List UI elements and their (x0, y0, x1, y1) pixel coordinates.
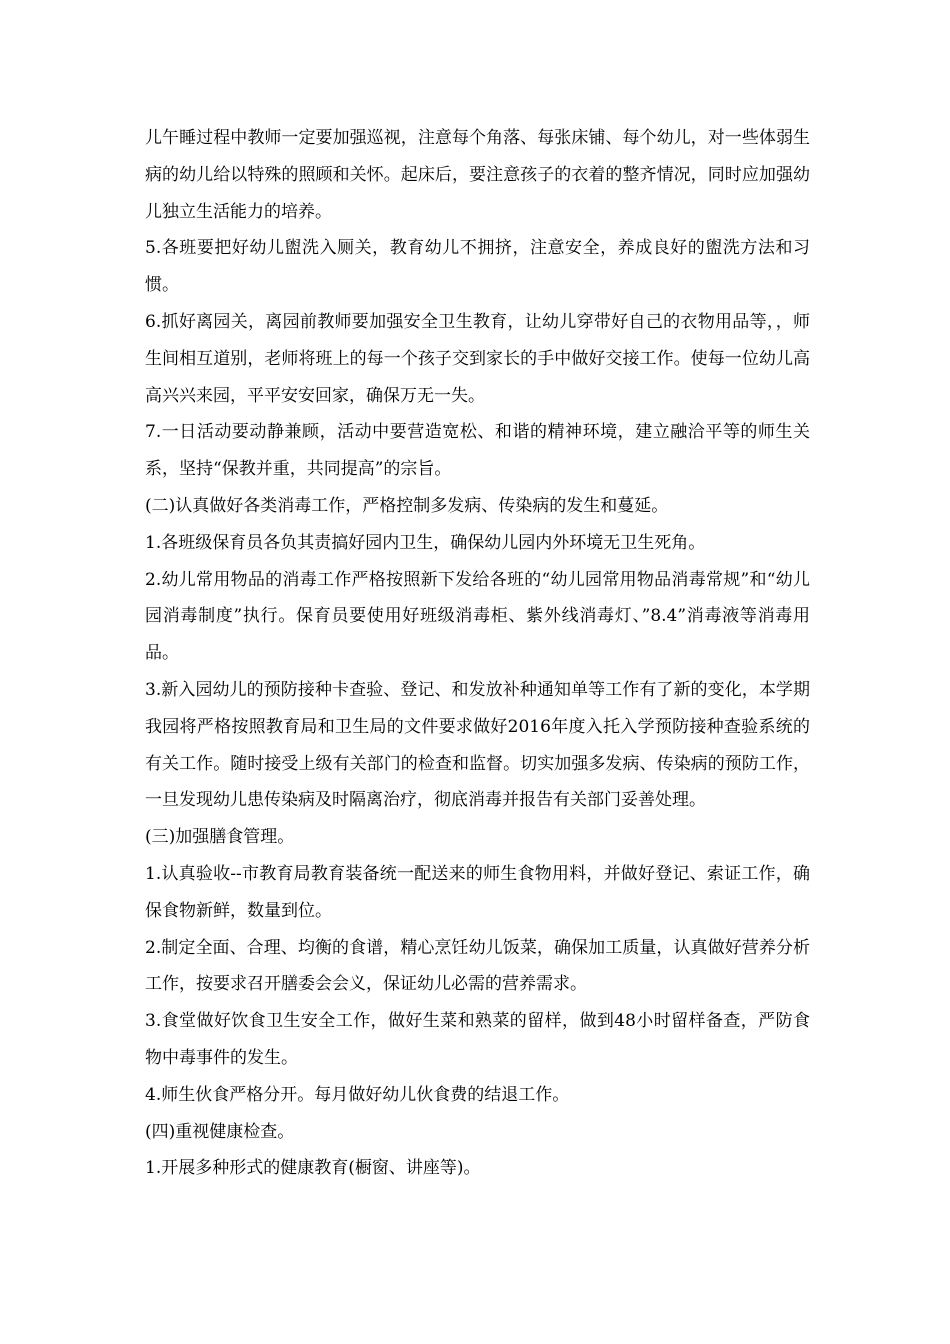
paragraph: 1.开展多种形式的健康教育(橱窗、讲座等)。 (145, 1158, 481, 1179)
paragraph: 儿午睡过程中教师一定要加强巡视，注意每个角落、每张床铺、每个幼儿，对一些体弱生病的幼儿给以特殊的照顾和关怀。起床后，要注意孩子的衣着的整齐情况，同时应加强幼儿独立生活能力的培养。 (145, 128, 810, 222)
section-heading: (三)加强膳食管理。 (145, 827, 295, 848)
paragraph: 6.抓好离园关，离园前教师要加强安全卫生教育，让幼儿穿带好自己的衣物用品等，，师生间相互道别，老师将班上的每一个孩子交到家长的手中做好交接工作。使每一位幼儿高高兴兴来园，平平安安回家，确保万无一失。 (145, 311, 810, 406)
paragraph: 1.各班级保育员各负其责搞好园内卫生，确保幼儿园内外环境无卫生死角。 (145, 532, 706, 553)
section-heading: (四)重视健康检查。 (145, 1121, 295, 1142)
paragraph: 2.制定全面、合理、均衡的食谱，精心烹饪幼儿饭菜，确保加工质量，认真做好营养分析工作，按要求召开膳委会会义，保证幼儿必需的营养需求。 (145, 937, 810, 995)
document-page (145, 120, 810, 1187)
paragraph: 3.食堂做好饮食卫生安全工作，做好生菜和熟菜的留样，做到48小时留样备查，严防食物中毒事件的发生。 (145, 1011, 810, 1068)
paragraph: 3.新入园幼儿的预防接种卡查验、登记、和发放补种通知单等工作有了新的变化，本学期我园将严格按照教育局和卫生局的文件要求做好2016年度入托入学预防接种查验系统的有关工作。随时接受上级有关部门的检查和监督。切实加强多发病、传染病的预防工作，一旦发现幼儿患传染病及时隔离治疗，彻底消毒并报告有关部门妥善处理。 (145, 679, 810, 811)
paragraph: 5.各班要把好幼儿盥洗入厕关，教育幼儿不拥挤，注意安全，养成良好的盥洗方法和习惯。 (145, 238, 810, 296)
paragraph: 7.一日活动要动静兼顾，活动中要营造宽松、和谐的精神环境，建立融洽平等的师生关系，坚持“保教并重，共同提高”的宗旨。 (145, 422, 810, 480)
section-heading: (二)认真做好各类消毒工作，严格控制多发病、传染病的发生和蔓延。 (145, 495, 669, 516)
paragraph: 1.认真验收--市教育局教育装备统一配送来的师生食物用料，并做好登记、索证工作，确保食物新鲜，数量到位。 (145, 863, 810, 921)
paragraph: 2.幼儿常用物品的消毒工作严格按照新下发给各班的“幼儿园常用物品消毒常规”和“幼儿园消毒制度”执行。保育员要使用好班级消毒柜、紫外线消毒灯、”8.4”消毒液等消毒用品。 (145, 569, 810, 664)
paragraph: 4.师生伙食严格分开。每月做好幼儿伙食费的结退工作。 (145, 1084, 570, 1105)
